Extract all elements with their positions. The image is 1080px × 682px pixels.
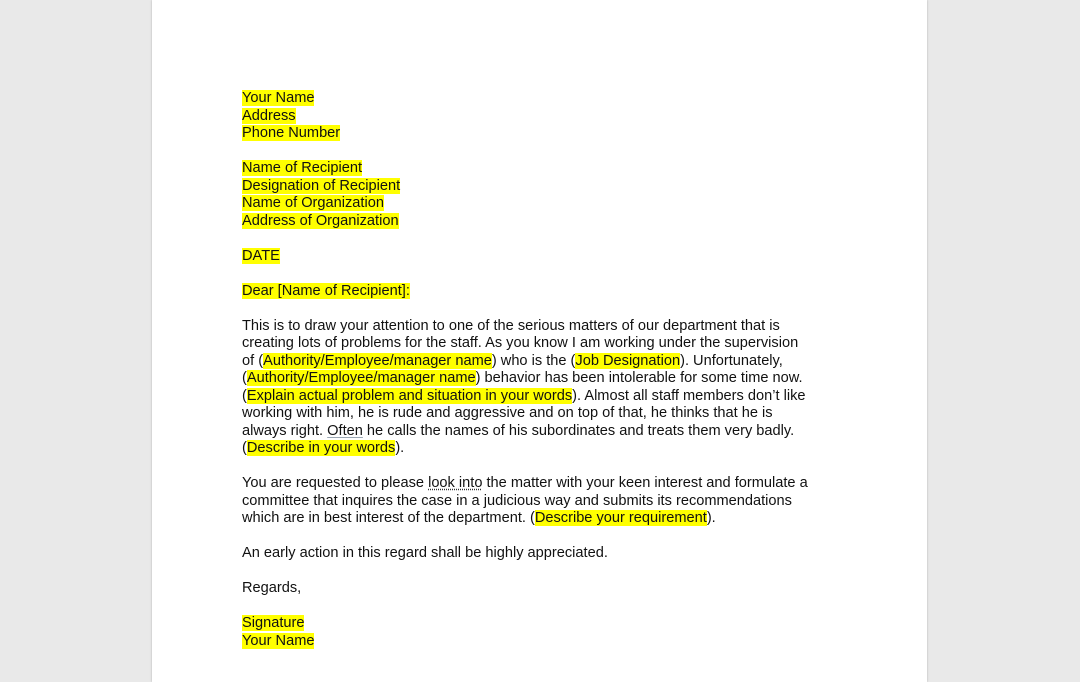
salutation-line <box>242 283 842 301</box>
sender-phone-line <box>242 125 842 143</box>
p2-line <box>242 475 842 493</box>
signature: Signature <box>242 615 305 631</box>
p1-line <box>242 335 842 353</box>
placeholder-job-designation: Job Designation <box>575 352 681 369</box>
p1-text: ). Unfortunately, <box>680 352 783 369</box>
spacer <box>242 563 842 581</box>
grammar-flagged-word[interactable]: Often <box>327 422 363 439</box>
letter-body[interactable] <box>242 90 842 650</box>
p1-line <box>242 370 842 388</box>
recipient-org-address: Address of Organization <box>242 212 399 229</box>
sender-name: Your Name <box>242 90 315 106</box>
placeholder-explain-problem: Explain actual problem and situation in your words <box>246 387 573 404</box>
salutation: Dear [Name of Recipient]: <box>242 282 410 299</box>
p1-text: ). Almost all staff members don’t like <box>572 387 806 404</box>
paragraph-1 <box>242 318 842 458</box>
p1-text: working with him, he is rude and aggressive and on top of that, he thinks that he is <box>242 405 773 421</box>
p1-line <box>242 405 842 423</box>
sign-name: Your Name <box>242 632 315 649</box>
sender-address: Address <box>242 107 296 124</box>
p1-line <box>242 423 842 441</box>
date-line <box>242 248 842 266</box>
spacer <box>242 528 842 546</box>
p1-text: This is to draw your attention to one of the serious matters of our department that is <box>242 317 780 334</box>
spacer <box>242 230 842 248</box>
grammar-flagged-phrase[interactable]: look into <box>428 475 483 491</box>
p2-line <box>242 510 842 528</box>
letter-date: DATE <box>242 247 280 264</box>
p2-text: the matter with your keen interest and formulate a <box>482 475 808 491</box>
spacer <box>242 265 842 283</box>
sender-block-name <box>242 90 842 108</box>
p1-line <box>242 388 842 406</box>
p1-text: ) who is the ( <box>491 352 576 369</box>
p2-text: ). <box>706 510 716 526</box>
sender-address-line <box>242 108 842 126</box>
signature-line <box>242 615 842 633</box>
document-page <box>152 0 927 682</box>
p1-text: he calls the names of his subordinates and treats them very badly. <box>362 422 795 439</box>
p1-text: ). <box>395 440 405 456</box>
paragraph-2 <box>242 475 842 528</box>
placeholder-requirement: Describe your requirement <box>534 510 707 526</box>
recipient-name-line <box>242 160 842 178</box>
recipient-organization-line <box>242 195 842 213</box>
p2-text: committee that inquires the case in a judicious way and submits its recommendations <box>242 492 792 509</box>
p1-text: ) behavior has been intolerable for some time now. <box>475 370 803 386</box>
p1-line <box>242 440 842 458</box>
p1-text: of ( <box>242 352 264 369</box>
p2-text: You are requested to please <box>242 475 429 491</box>
p2-text: which are in best interest of the department. ( <box>242 510 535 526</box>
recipient-organization: Name of Organization <box>242 195 384 211</box>
p1-text: creating lots of problems for the staff. As you know I am working under the supervision <box>242 335 799 351</box>
paragraph-3: An early action in this regard shall be highly appreciated. <box>242 545 608 561</box>
placeholder-describe-words: Describe in your words <box>246 440 396 456</box>
sign-name-line <box>242 633 842 651</box>
spacer <box>242 458 842 476</box>
p2-line <box>242 493 842 511</box>
p1-line <box>242 353 842 371</box>
recipient-name: Name of Recipient <box>242 160 363 176</box>
spacer <box>242 300 842 318</box>
recipient-org-address-line <box>242 213 842 231</box>
p1-text: always right. <box>242 422 328 439</box>
sender-phone: Phone Number <box>242 125 341 141</box>
spacer <box>242 598 842 616</box>
recipient-designation: Designation of Recipient <box>242 177 401 194</box>
recipient-designation-line <box>242 178 842 196</box>
p1-line <box>242 318 842 336</box>
spacer <box>242 143 842 161</box>
p1-text: ( <box>242 370 247 386</box>
placeholder-authority-name: Authority/Employee/manager name <box>263 352 492 369</box>
placeholder-authority-name: Authority/Employee/manager name <box>246 370 476 386</box>
p1-text: ( <box>242 387 247 404</box>
p1-text: ( <box>242 440 247 456</box>
closing: Regards, <box>242 580 302 596</box>
